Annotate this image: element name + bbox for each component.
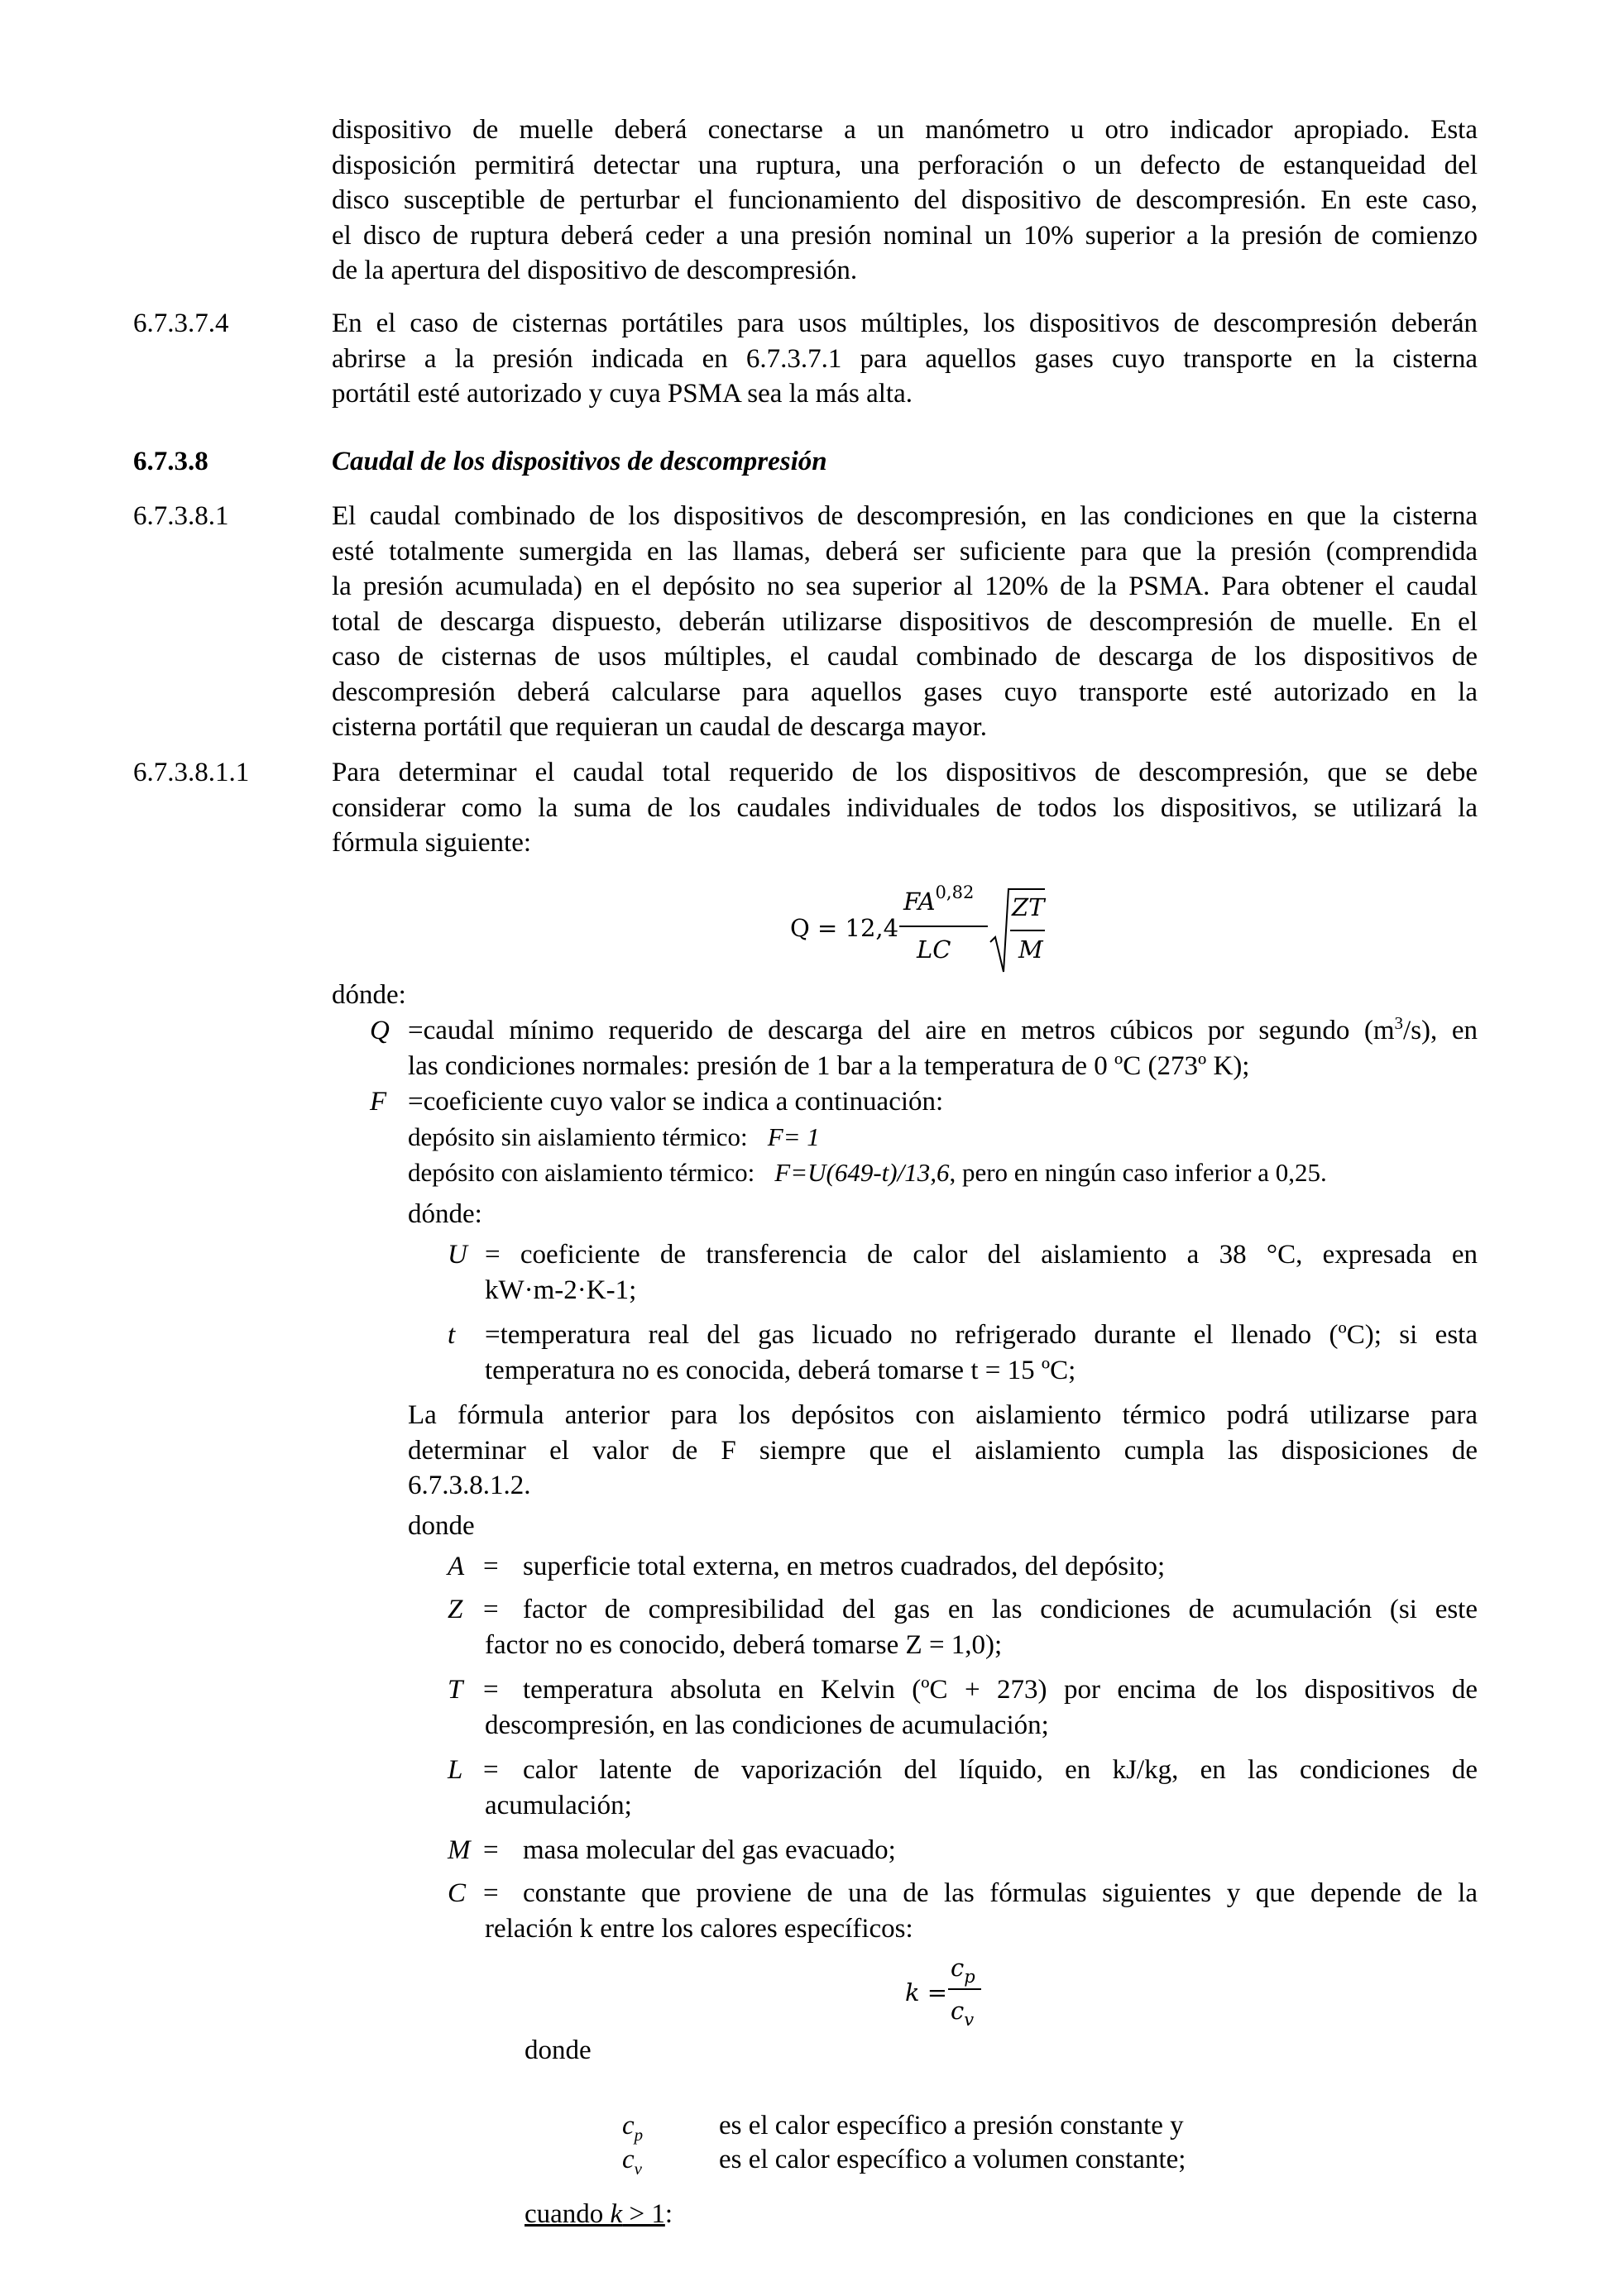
var-q-line1 [408, 1013, 1478, 1049]
cp-text: es el calor específico a presión constante y [719, 2111, 1184, 2141]
var-l-eq: = [483, 1755, 499, 1785]
var-temp-line1: temperatura absoluta en Kelvin (ºC + 273) por encima de los dispositivos de [523, 1675, 1478, 1705]
var-m-symbol: M [448, 1835, 471, 1865]
fraction-bar [899, 926, 988, 927]
text-line: disposición permitirá detectar una ruptura, una perforación o un defecto de estanqueidad del [332, 150, 1478, 180]
text-line: En el caso de cisternas portátiles para usos múltiples, los dispositivos de descompresión deberán [332, 309, 1478, 338]
formula-q-root-den: M [1018, 935, 1043, 964]
formula-q-num-base: FA [903, 887, 936, 916]
subscript: v [634, 2159, 642, 2179]
cuando-colon: : [664, 2199, 673, 2229]
text-line: total de descarga dispuesto, deberán utilizarse dispositivos de descompresión de muelle. En el [332, 606, 1478, 637]
section-number-6-7-3-8: 6.7.3.8 [133, 447, 208, 476]
section-6-7-3-8-1-1-text [332, 755, 1478, 861]
formula-k [905, 1950, 1021, 2030]
var-temp-line2: descompresión, en las condiciones de acumulación; [485, 1710, 1049, 1740]
formula-k-denominator [951, 1993, 974, 2029]
cv-base: c [622, 2145, 635, 2174]
section-number-6-7-3-8-1-1: 6.7.3.8.1.1 [133, 758, 250, 787]
var-z-symbol: Z [448, 1595, 463, 1624]
formula-k-den-base: c [951, 1997, 965, 2025]
cv-symbol [622, 2142, 642, 2178]
text-line: esté totalmente sumergida en las llamas, deberá ser suficiente para que la presión (comprendida [332, 536, 1478, 567]
var-l-line2: acumulación; [485, 1791, 632, 1820]
text-line: La fórmula anterior para los depósitos con aislamiento térmico podrá utilizarse para [408, 1400, 1478, 1430]
var-f-no-insulation [408, 1120, 820, 1155]
formula-k-num-base: c [951, 1954, 965, 1982]
var-u-line2: kW·m-2·K-1; [485, 1275, 637, 1305]
cuando-prefix: cuando [525, 2199, 611, 2229]
no-insulation-label: depósito sin aislamiento térmico: [408, 1122, 748, 1151]
subscript: p [634, 2125, 644, 2145]
text-line: abrirse a la presión indicada en 6.7.3.7.1 para aquellos gases cuyo transporte en la cisterna [332, 343, 1478, 374]
var-q-text-a: =caudal mínimo requerido de descarga del aire en metros cúbicos por segundo (m [408, 1016, 1395, 1045]
insulation-tail: , pero en ningún caso inferior a 0,25. [949, 1158, 1327, 1187]
insulation-label: depósito con aislamiento térmico: [408, 1158, 755, 1187]
var-m-text: masa molecular del gas evacuado; [523, 1835, 896, 1865]
cuando-rest: > 1 [622, 2199, 665, 2229]
var-c-line2: relación k entre los calores específicos: [485, 1914, 913, 1944]
var-u-line1: = coeficiente de transferencia de calor del aislamiento a 38 °C, expresada en [485, 1240, 1478, 1270]
formula-q-lhs: Q = 12,4 [790, 914, 899, 942]
var-z-line2: factor no es conocido, deberá tomarse Z = 1,0); [485, 1630, 1003, 1660]
cp-symbol [622, 2108, 643, 2144]
var-l-symbol: L [448, 1755, 463, 1785]
donde-label: donde [525, 2035, 592, 2065]
fraction-bar [948, 1988, 981, 1990]
formula-q-root-num: ZT [1012, 893, 1045, 921]
cv-text: es el calor específico a volumen constante; [719, 2145, 1186, 2174]
superscript: 3 [1394, 1013, 1404, 1033]
text-line: cisterna portátil que requieran un caudal de descarga mayor. [332, 712, 987, 742]
var-q-text-b: /s), en [1403, 1016, 1478, 1045]
var-z-eq: = [483, 1595, 499, 1624]
text-line: caso de cisternas de usos múltiples, el caudal combinado de descarga de los dispositivos de [332, 642, 1478, 672]
var-t-symbol: t [448, 1320, 456, 1350]
var-f-symbol: F [370, 1087, 387, 1117]
var-temp-symbol: T [448, 1675, 463, 1705]
section-6-7-3-8-1-text [332, 499, 1478, 745]
var-t-line2: temperatura no es conocida, deberá tomarse t = 15 ºC; [485, 1356, 1076, 1385]
donde-label: dónde: [332, 980, 406, 1010]
text-line: la presión acumulada) en el depósito no sea superior al 120% de la PSMA. Para obtener el caudal [332, 572, 1478, 601]
text-line: determinar el valor de F siempre que el aislamiento cumpla las disposiciones de [408, 1435, 1478, 1466]
var-t-line1: =temperatura real del gas licuado no refrigerado durante el llenado (ºC); si esta [485, 1320, 1478, 1350]
text-line: dispositivo de muelle deberá conectarse a un manómetro u otro indicador apropiado. Esta [332, 115, 1478, 145]
var-a-symbol: A [448, 1552, 465, 1581]
var-a-text: superficie total externa, en metros cuadrados, del depósito; [523, 1552, 1166, 1581]
text-line: 6.7.3.8.1.2. [408, 1471, 531, 1500]
text-line: fórmula siguiente: [332, 828, 532, 858]
text-line: disco susceptible de perturbar el funcionamiento del dispositivo de descompresión. En este caso, [332, 185, 1478, 215]
var-c-line1: constante que proviene de una de las fórmulas siguientes y que depende de la [523, 1878, 1478, 1908]
cuando-var: k [610, 2199, 623, 2229]
insulation-value: F=U(649-t)/13,6 [774, 1158, 950, 1187]
intro-paragraph [332, 112, 1478, 289]
cp-base: c [622, 2111, 635, 2141]
cuando-condition [525, 2197, 673, 2232]
section-number-6-7-3-8-1: 6.7.3.8.1 [133, 501, 229, 531]
section-6-7-3-8-title: Caudal de los dispositivos de descompresión [332, 447, 827, 476]
var-temp-eq: = [483, 1675, 499, 1705]
section-number-6-7-3-7-4: 6.7.3.7.4 [133, 309, 229, 338]
var-q-symbol: Q [370, 1016, 390, 1045]
donde-label: dónde: [408, 1199, 482, 1229]
var-a-eq: = [483, 1552, 499, 1581]
text-line: El caudal combinado de los dispositivos de descompresión, en las condiciones en que la cisterna [332, 501, 1478, 531]
formula-q-num-exp: 0,82 [935, 883, 975, 902]
no-insulation-value: F= 1 [767, 1122, 820, 1151]
var-q-line2: las condiciones normales: presión de 1 bar a la temperatura de 0 ºC (273º K); [408, 1051, 1250, 1081]
section-6-7-3-7-4-text [332, 306, 1478, 412]
var-f-insulation [408, 1155, 1327, 1191]
text-line: el disco de ruptura deberá ceder a una presión nominal un 10% superior a la presión de comienzo [332, 220, 1478, 251]
subscript: p [964, 1967, 975, 1987]
formula-q [790, 879, 1045, 974]
formula-k-lhs: k = [905, 1978, 948, 2007]
var-u-symbol: U [448, 1240, 467, 1270]
var-c-symbol: C [448, 1878, 467, 1908]
formula-q-denominator: LC [917, 935, 951, 964]
subscript: v [964, 2010, 975, 2030]
text-line: descompresión deberá calcularse para aquellos gases cuyo transporte esté autorizado en la [332, 677, 1478, 707]
var-m-eq: = [483, 1835, 499, 1865]
text-line: portátil esté autorizado y cuya PSMA sea la más alta. [332, 379, 913, 409]
text-line: considerar como la suma de los caudales individuales de todos los dispositivos, se utilizará la [332, 792, 1478, 823]
formula-k-numerator [951, 1950, 975, 1986]
var-l-line1: calor latente de vaporización del líquido, en kJ/kg, en las condiciones de [523, 1755, 1478, 1785]
text-line: Para determinar el caudal total requerido de los dispositivos de descompresión, que se debe [332, 758, 1478, 787]
donde-label: donde [408, 1511, 475, 1541]
var-f-line1: =coeficiente cuyo valor se indica a continuación: [408, 1087, 944, 1117]
var-z-line1: factor de compresibilidad del gas en las condiciones de acumulación (si este [523, 1595, 1478, 1624]
formula-q-numerator [903, 884, 974, 920]
formula-note [408, 1398, 1478, 1504]
var-c-eq: = [483, 1878, 499, 1908]
text-line: de la apertura del dispositivo de descompresión. [332, 256, 858, 285]
